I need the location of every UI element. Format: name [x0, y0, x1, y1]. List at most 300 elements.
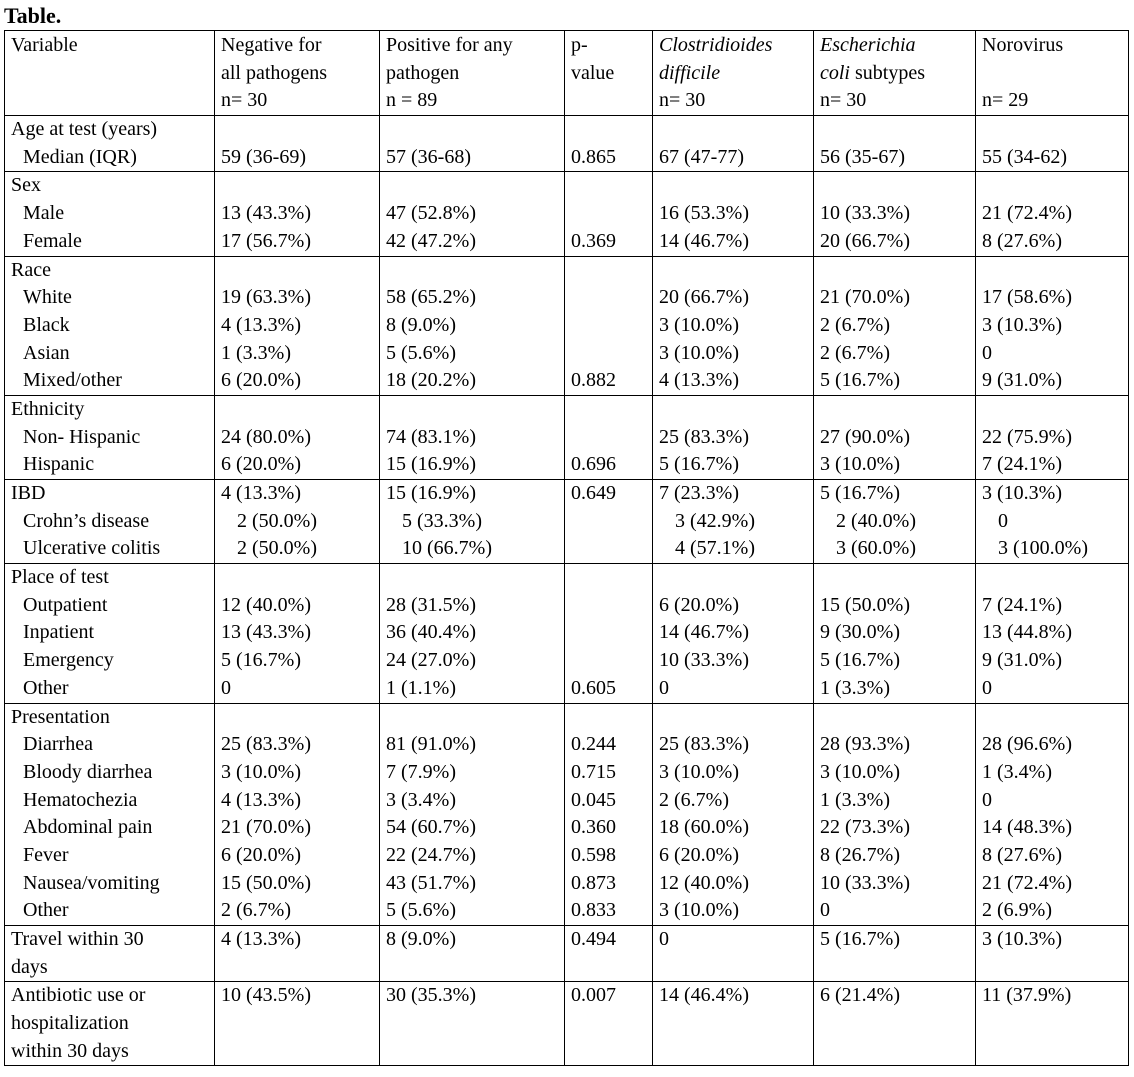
cell-value: 25 (83.3%) — [659, 425, 749, 448]
cell-value: 0.715 — [571, 760, 616, 783]
row-label: Fever — [23, 843, 69, 866]
data-cell — [215, 172, 380, 256]
header-italic: difficile — [659, 61, 721, 84]
header-italic: coli — [820, 61, 850, 84]
cell-value: 0.865 — [571, 145, 616, 168]
cell-value: 3 (10.0%) — [659, 760, 739, 783]
cell-value: 1 (3.3%) — [221, 341, 291, 364]
cell-value: 0 — [659, 676, 669, 699]
cell-value: 20 (66.7%) — [820, 229, 910, 252]
demographics-table — [4, 30, 1129, 1066]
data-cell — [814, 116, 976, 172]
cell-value: 28 (96.6%) — [982, 733, 1072, 756]
row-label: Mixed/other — [23, 369, 122, 392]
cell-value: 22 (75.9%) — [982, 425, 1072, 448]
cell-value: 21 (72.4%) — [982, 202, 1072, 225]
data-cell — [814, 395, 976, 479]
blank-line — [659, 396, 813, 424]
header-line: coli subtypes — [820, 61, 925, 84]
cell-value: 9 (31.0%) — [982, 649, 1062, 672]
blank-line — [571, 1038, 652, 1066]
blank-line — [221, 564, 379, 592]
blank-line — [221, 257, 379, 285]
data-cell — [653, 703, 814, 926]
cell-value: 0.605 — [571, 676, 616, 699]
header-line — [11, 87, 214, 115]
cell-value: 3 (10.0%) — [221, 760, 301, 783]
header-line: value — [571, 61, 615, 84]
blank-line — [571, 396, 652, 424]
data-cell — [814, 926, 976, 982]
data-cell — [653, 172, 814, 256]
cell-value: 1 (3.3%) — [820, 788, 890, 811]
blank-line — [659, 704, 813, 732]
data-cell — [380, 926, 565, 982]
row-label: Female — [23, 229, 82, 252]
data-cell — [653, 926, 814, 982]
data-cell — [565, 564, 653, 703]
blank-line — [221, 1010, 379, 1038]
blank-line — [571, 116, 652, 144]
blank-line — [820, 954, 975, 982]
cell-value: 6 (20.0%) — [221, 453, 301, 476]
cell-value — [571, 535, 652, 563]
data-cell — [653, 116, 814, 172]
section-label-cell — [5, 172, 215, 256]
cell-value: 20 (66.7%) — [659, 286, 749, 309]
section-label-cell — [5, 926, 215, 982]
header-italic: Clostridioides — [659, 34, 773, 56]
cell-value: 67 (47-77) — [659, 145, 744, 168]
blank-line — [386, 564, 564, 592]
blank-line — [659, 1010, 813, 1038]
cell-value: 12 (40.0%) — [659, 871, 749, 894]
data-cell — [565, 395, 653, 479]
row-label: Nausea/vomiting — [23, 871, 160, 894]
cell-value: 5 (16.7%) — [820, 482, 900, 504]
cell-value: 21 (70.0%) — [820, 286, 910, 309]
cell-value: 2 (6.7%) — [221, 899, 291, 922]
blank-line — [221, 116, 379, 144]
blank-line — [659, 257, 813, 285]
cell-value: 10 (33.3%) — [659, 649, 749, 672]
cell-value: 0 — [982, 788, 992, 811]
column-header — [814, 31, 976, 116]
blank-line — [221, 704, 379, 732]
header-line — [982, 60, 1128, 88]
cell-value: 2 (50.0%) — [237, 537, 317, 560]
section-label-cell — [5, 116, 215, 172]
data-cell — [976, 172, 1129, 256]
cell-value: 2 (40.0%) — [836, 509, 916, 532]
data-cell — [976, 564, 1129, 703]
section-row — [5, 982, 1129, 1066]
cell-value: 15 (16.9%) — [386, 453, 476, 476]
blank-line — [221, 1038, 379, 1066]
data-cell — [814, 982, 976, 1066]
blank-line — [820, 396, 975, 424]
cell-value: 4 (13.3%) — [659, 369, 739, 392]
column-header — [380, 31, 565, 116]
header-line: pathogen — [386, 61, 460, 84]
header-line — [659, 60, 813, 88]
cell-value: 3 (42.9%) — [675, 509, 755, 532]
data-cell — [380, 395, 565, 479]
cell-value: 81 (91.0%) — [386, 733, 476, 756]
cell-value: 6 (20.0%) — [659, 843, 739, 866]
blank-line — [820, 1038, 975, 1066]
cell-value: 27 (90.0%) — [820, 425, 910, 448]
cell-value: 15 (16.9%) — [386, 482, 476, 504]
cell-value: 59 (36-69) — [221, 145, 306, 168]
header-line: n= 29 — [982, 89, 1029, 112]
cell-value: 2 (6.9%) — [982, 899, 1052, 922]
row-label: Crohn’s disease — [23, 509, 150, 532]
cell-value: 4 (13.3%) — [221, 313, 301, 336]
data-cell — [565, 480, 653, 564]
header-line — [571, 87, 652, 115]
cell-value: 0 — [221, 676, 231, 699]
cell-value — [571, 284, 652, 312]
cell-value: 24 (80.0%) — [221, 425, 311, 448]
blank-line — [571, 704, 652, 732]
blank-line — [571, 954, 652, 982]
cell-value: 1 (3.4%) — [982, 760, 1052, 783]
cell-value: 13 (44.8%) — [982, 621, 1072, 644]
data-cell — [215, 564, 380, 703]
data-cell — [976, 395, 1129, 479]
blank-line — [571, 564, 652, 592]
data-cell — [976, 703, 1129, 926]
header-row — [5, 31, 1129, 116]
row-label: Inpatient — [23, 621, 95, 644]
cell-value: 5 (5.6%) — [386, 341, 456, 364]
cell-value: 4 (13.3%) — [221, 482, 301, 504]
cell-value: 0.696 — [571, 453, 616, 476]
header-line: Negative for — [221, 34, 322, 56]
cell-value: 0.360 — [571, 816, 616, 839]
cell-value: 3 (10.0%) — [659, 899, 739, 922]
row-label: Emergency — [23, 649, 114, 672]
table-title: Table. — [4, 3, 62, 28]
cell-value — [571, 508, 652, 536]
cell-value: 2 (50.0%) — [237, 509, 317, 532]
cell-value: 8 (9.0%) — [386, 313, 456, 336]
cell-value: 56 (35-67) — [820, 145, 905, 168]
blank-line — [221, 172, 379, 200]
cell-value: 13 (43.3%) — [221, 621, 311, 644]
data-cell — [814, 172, 976, 256]
blank-line — [221, 396, 379, 424]
blank-line — [982, 1010, 1128, 1038]
section-label-cell — [5, 395, 215, 479]
cell-value: 4 (57.1%) — [675, 537, 755, 560]
table-body — [5, 116, 1129, 1066]
cell-value: 3 (10.0%) — [659, 341, 739, 364]
row-label: White — [23, 286, 72, 309]
cell-value: 0.649 — [571, 482, 616, 504]
blank-line — [982, 954, 1128, 982]
cell-value: 5 (16.7%) — [820, 928, 900, 950]
cell-value: 2 (6.7%) — [820, 313, 890, 336]
cell-value: 10 (43.5%) — [221, 984, 311, 1007]
data-cell — [653, 256, 814, 395]
cell-value: 7 (7.9%) — [386, 760, 456, 783]
cell-value: 22 (24.7%) — [386, 843, 476, 866]
blank-line — [820, 172, 975, 200]
cell-value: 5 (5.6%) — [386, 899, 456, 922]
cell-value: 4 (13.3%) — [221, 788, 301, 811]
cell-value: 18 (20.2%) — [386, 369, 476, 392]
cell-value: 3 (10.0%) — [820, 453, 900, 476]
cell-value: 55 (34-62) — [982, 145, 1067, 168]
section-label-cell — [5, 480, 215, 564]
data-cell — [976, 926, 1129, 982]
blank-line — [659, 1038, 813, 1066]
blank-line — [386, 704, 564, 732]
blank-line — [982, 116, 1128, 144]
blank-line — [386, 257, 564, 285]
data-cell — [565, 116, 653, 172]
section-heading: Antibiotic use or — [11, 984, 146, 1007]
header-line — [659, 32, 813, 60]
row-label: Ulcerative colitis — [23, 537, 161, 560]
section-heading: Sex — [11, 174, 41, 197]
cell-value — [571, 592, 652, 620]
section-heading: Race — [11, 258, 51, 281]
header-line: Norovirus — [982, 34, 1064, 56]
cell-value: 18 (60.0%) — [659, 816, 749, 839]
cell-value — [571, 312, 652, 340]
cell-value: 57 (36-68) — [386, 145, 471, 168]
cell-value — [571, 424, 652, 452]
cell-value: 14 (46.7%) — [659, 621, 749, 644]
section-label-cell — [5, 982, 215, 1066]
cell-value: 15 (50.0%) — [221, 871, 311, 894]
cell-value: 42 (47.2%) — [386, 229, 476, 252]
cell-value: 14 (48.3%) — [982, 816, 1072, 839]
cell-value: 10 (33.3%) — [820, 871, 910, 894]
section-heading: Travel within 30 — [11, 928, 144, 950]
cell-value: 8 (27.6%) — [982, 229, 1062, 252]
data-cell — [653, 564, 814, 703]
header-line — [11, 60, 214, 88]
blank-line — [982, 1038, 1128, 1066]
data-cell — [215, 703, 380, 926]
blank-line — [386, 116, 564, 144]
cell-value: 3 (60.0%) — [836, 537, 916, 560]
data-cell — [653, 982, 814, 1066]
row-label: Asian — [23, 341, 70, 364]
cell-value: 4 (13.3%) — [221, 928, 301, 950]
blank-line — [982, 396, 1128, 424]
section-row — [5, 116, 1129, 172]
cell-value: 10 (33.3%) — [820, 202, 910, 225]
cell-value: 3 (10.3%) — [982, 928, 1062, 950]
data-cell — [565, 256, 653, 395]
section-heading: days — [11, 955, 48, 978]
blank-line — [659, 954, 813, 982]
cell-value — [571, 200, 652, 228]
row-label: Hispanic — [23, 453, 95, 476]
header-italic: Escherichia — [820, 34, 916, 56]
cell-value: 74 (83.1%) — [386, 425, 476, 448]
data-cell — [653, 395, 814, 479]
cell-value: 3 (10.0%) — [659, 313, 739, 336]
section-heading: within 30 days — [11, 1039, 129, 1062]
cell-value — [571, 340, 652, 368]
cell-value: 1 (1.1%) — [386, 676, 456, 699]
blank-line — [820, 116, 975, 144]
blank-line — [386, 396, 564, 424]
blank-line — [386, 1038, 564, 1066]
cell-value: 2 (6.7%) — [659, 788, 729, 811]
cell-value: 3 (10.3%) — [982, 482, 1062, 504]
section-row — [5, 926, 1129, 982]
data-cell — [976, 982, 1129, 1066]
cell-value: 24 (27.0%) — [386, 649, 476, 672]
section-heading: Presentation — [11, 705, 110, 728]
cell-value: 6 (20.0%) — [659, 593, 739, 616]
section-heading: Age at test (years) — [11, 118, 158, 141]
data-cell — [565, 982, 653, 1066]
data-cell — [215, 480, 380, 564]
blank-line — [386, 1010, 564, 1038]
section-row — [5, 172, 1129, 256]
header-line: n= 30 — [820, 89, 867, 112]
data-cell — [380, 256, 565, 395]
cell-value: 0.369 — [571, 229, 616, 252]
cell-value: 0.833 — [571, 899, 616, 922]
cell-value: 43 (51.7%) — [386, 871, 476, 894]
data-cell — [215, 926, 380, 982]
cell-value: 28 (31.5%) — [386, 593, 476, 616]
section-label-cell — [5, 703, 215, 926]
cell-value: 1 (3.3%) — [820, 676, 890, 699]
data-cell — [380, 564, 565, 703]
data-cell — [565, 172, 653, 256]
row-label: Male — [23, 202, 65, 225]
column-header — [215, 31, 380, 116]
cell-value: 7 (24.1%) — [982, 593, 1062, 616]
cell-value: 6 (20.0%) — [221, 369, 301, 392]
blank-line — [659, 564, 813, 592]
cell-value: 28 (93.3%) — [820, 733, 910, 756]
cell-value: 21 (72.4%) — [982, 871, 1072, 894]
section-heading: Ethnicity — [11, 397, 85, 420]
data-cell — [380, 480, 565, 564]
cell-value: 5 (16.7%) — [820, 649, 900, 672]
section-label-cell — [5, 256, 215, 395]
blank-line — [659, 172, 813, 200]
section-row — [5, 703, 1129, 926]
blank-line — [982, 704, 1128, 732]
section-heading: IBD — [11, 482, 46, 504]
blank-line — [820, 257, 975, 285]
cell-value: 14 (46.4%) — [659, 984, 749, 1007]
blank-line — [571, 172, 652, 200]
column-header — [565, 31, 653, 116]
cell-value: 7 (23.3%) — [659, 482, 739, 504]
cell-value: 3 (10.3%) — [982, 313, 1062, 336]
cell-value — [571, 619, 652, 647]
cell-value: 0.244 — [571, 733, 616, 756]
cell-value: 5 (16.7%) — [659, 453, 739, 476]
data-cell — [380, 172, 565, 256]
cell-value: 0 — [982, 676, 992, 699]
data-cell — [653, 480, 814, 564]
cell-value: 54 (60.7%) — [386, 816, 476, 839]
data-cell — [215, 116, 380, 172]
cell-value: 11 (37.9%) — [982, 984, 1072, 1007]
cell-value: 6 (21.4%) — [820, 984, 900, 1007]
row-label: Hematochezia — [23, 788, 138, 811]
cell-value: 17 (58.6%) — [982, 286, 1072, 309]
row-label: Other — [23, 676, 69, 699]
header-line: p- — [571, 34, 588, 56]
header-line: Variable — [11, 34, 78, 56]
data-cell — [976, 116, 1129, 172]
cell-value: 58 (65.2%) — [386, 286, 476, 309]
cell-value: 0.494 — [571, 928, 616, 950]
data-cell — [215, 982, 380, 1066]
data-cell — [215, 395, 380, 479]
cell-value: 16 (53.3%) — [659, 202, 749, 225]
cell-value: 47 (52.8%) — [386, 202, 476, 225]
section-row — [5, 480, 1129, 564]
blank-line — [820, 1010, 975, 1038]
data-cell — [215, 256, 380, 395]
header-line: n= 30 — [221, 89, 268, 112]
cell-value: 30 (35.3%) — [386, 984, 476, 1007]
row-label: Outpatient — [23, 593, 108, 616]
cell-value: 0 — [820, 899, 830, 922]
data-cell — [380, 116, 565, 172]
cell-value: 0.882 — [571, 369, 616, 392]
data-cell — [565, 703, 653, 926]
cell-value: 15 (50.0%) — [820, 593, 910, 616]
column-header — [5, 31, 215, 116]
data-cell — [976, 480, 1129, 564]
header-line: n= 30 — [659, 89, 706, 112]
blank-line — [386, 172, 564, 200]
cell-value: 9 (31.0%) — [982, 369, 1062, 392]
data-cell — [814, 564, 976, 703]
data-cell — [814, 256, 976, 395]
cell-value: 5 (16.7%) — [221, 649, 301, 672]
row-label: Abdominal pain — [23, 816, 153, 839]
section-label-cell — [5, 564, 215, 703]
blank-line — [386, 954, 564, 982]
header-line: all pathogens — [221, 61, 328, 84]
blank-line — [571, 257, 652, 285]
section-row — [5, 395, 1129, 479]
blank-line — [571, 1010, 652, 1038]
table-header — [5, 31, 1129, 116]
cell-value: 14 (46.7%) — [659, 229, 749, 252]
cell-value: 8 (9.0%) — [386, 928, 456, 950]
section-heading: hospitalization — [11, 1012, 129, 1035]
cell-value: 19 (63.3%) — [221, 286, 311, 309]
cell-value: 3 (10.0%) — [820, 760, 900, 783]
cell-value: 9 (30.0%) — [820, 621, 900, 644]
cell-value: 0 — [659, 928, 669, 950]
section-row — [5, 564, 1129, 703]
cell-value: 21 (70.0%) — [221, 816, 311, 839]
data-cell — [380, 982, 565, 1066]
row-label: Other — [23, 899, 69, 922]
cell-value: 3 (3.4%) — [386, 788, 456, 811]
